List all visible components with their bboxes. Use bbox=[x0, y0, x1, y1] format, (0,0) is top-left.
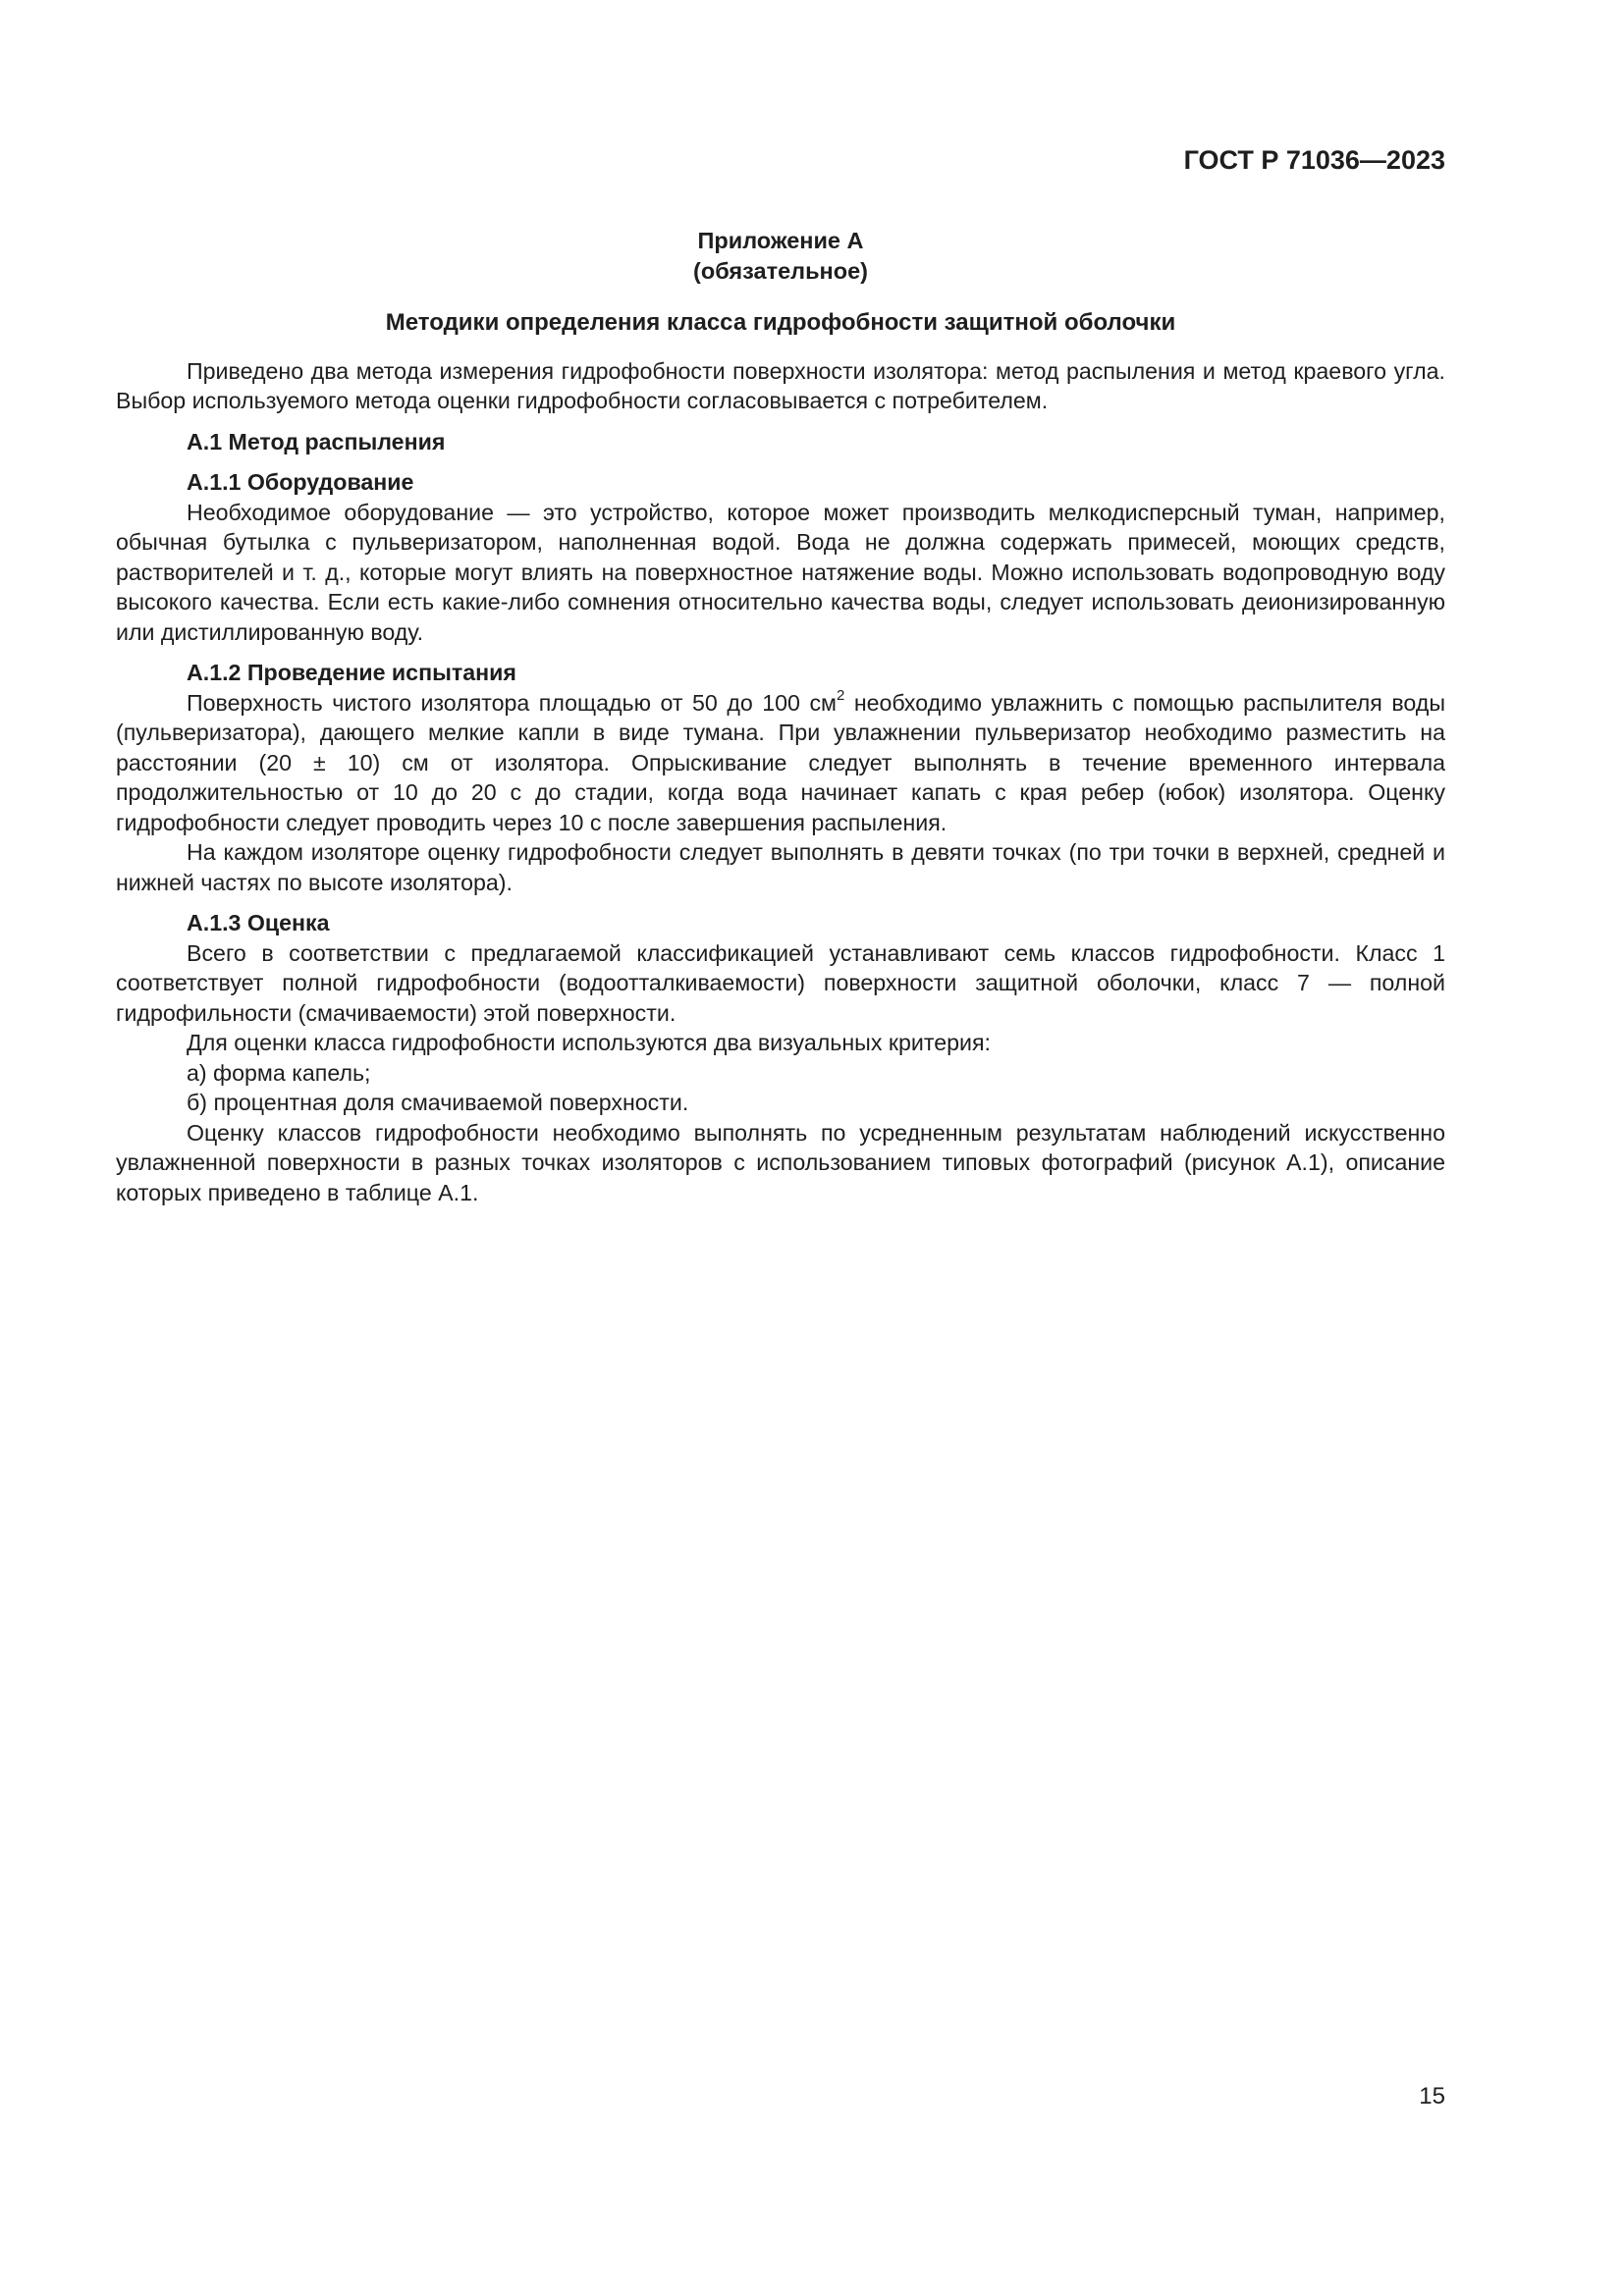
section-a1-2-text-1 bbox=[116, 688, 1445, 838]
section-a1-3-text-1: Всего в соответствии с предлагаемой классификацией устанавливают семь классов гидрофобности. Класс 1 соответствует полной гидрофобности (водоотталкиваемости) поверхности защитной оболочки, класс 7 — полной гидрофильности (смачиваемости) этой поверхности. bbox=[116, 939, 1445, 1026]
page-content bbox=[116, 226, 1445, 1207]
section-a1-1-heading: А.1.1 Оборудование bbox=[187, 469, 414, 495]
appendix-heading: Методики определения класса гидрофобности защитной оболочки bbox=[385, 309, 1176, 336]
section-a1-3-text-2: Для оценки класса гидрофобности используются два визуальных критерия: bbox=[187, 1030, 991, 1055]
section-a1-3-heading: А.1.3 Оценка bbox=[187, 910, 330, 935]
superscript: 2 bbox=[836, 686, 845, 704]
section-a1-3-text-3: Оценку классов гидрофобности необходимо выполнять по усредненным результатам наблюдений искусственно увлажненной поверхности в разных точках изоляторов с использованием типовых фотографий (рисунок А.1), описание которых приведено в таблице А.1. bbox=[116, 1119, 1445, 1205]
criteria-item: б) процентная доля смачиваемой поверхности. bbox=[187, 1090, 689, 1115]
text-part: Поверхность чистого изолятора площадью от 50 до 100 см bbox=[187, 689, 837, 716]
text-part: необходимо увлажнить с помощью распылителя воды (пульверизатора), дающего мелкие капли в виде тумана. При увлажнении пульверизатор необходимо разместить на расстоянии (20 ± 10) см от изолятора. Опрыскивание следует выполнять в течение временного интервала продолжительностью от 10 до 20 с до стадии, когда вода начинает капать с края ребер (юбок) изолятора. Оценку гидрофобности следует проводить через 10 с после завершения распыления. bbox=[116, 689, 1445, 835]
section-a1-heading: А.1 Метод распыления bbox=[187, 428, 446, 454]
appendix-status: (обязательное) bbox=[693, 258, 868, 284]
section-a1-2-text-2: На каждом изоляторе оценку гидрофобности следует выполнять в девяти точках (по три точки в верхней, средней и нижней частях по высоте изолятора). bbox=[116, 839, 1445, 895]
page-number: 15 bbox=[1419, 2083, 1445, 2109]
section-a1-1-text: Необходимое оборудование — это устройство, которое может производить мелкодисперсный туман, например, обычная бутылка с пульверизатором, наполненная водой. Вода не должна содержать примесей, моющих средств, растворителей и т. д., которые могут влиять на поверхностное натяжение воды. Можно использовать водопроводную воду высокого качества. Если есть какие-либо сомнения относительно качества воды, следует использовать деионизированную или дистиллированную воду. bbox=[116, 499, 1445, 645]
criteria-item: а) форма капель; bbox=[187, 1059, 371, 1086]
appendix-title: Приложение А bbox=[697, 228, 864, 253]
document-code: ГОСТ Р 71036—2023 bbox=[1183, 145, 1445, 175]
intro-paragraph: Приведено два метода измерения гидрофобности поверхности изолятора: метод распыления и метод краевого угла. Выбор используемого метода оценки гидрофобности согласовывается с потребителем. bbox=[116, 357, 1445, 413]
section-a1-2-heading: А.1.2 Проведение испытания bbox=[187, 660, 516, 685]
